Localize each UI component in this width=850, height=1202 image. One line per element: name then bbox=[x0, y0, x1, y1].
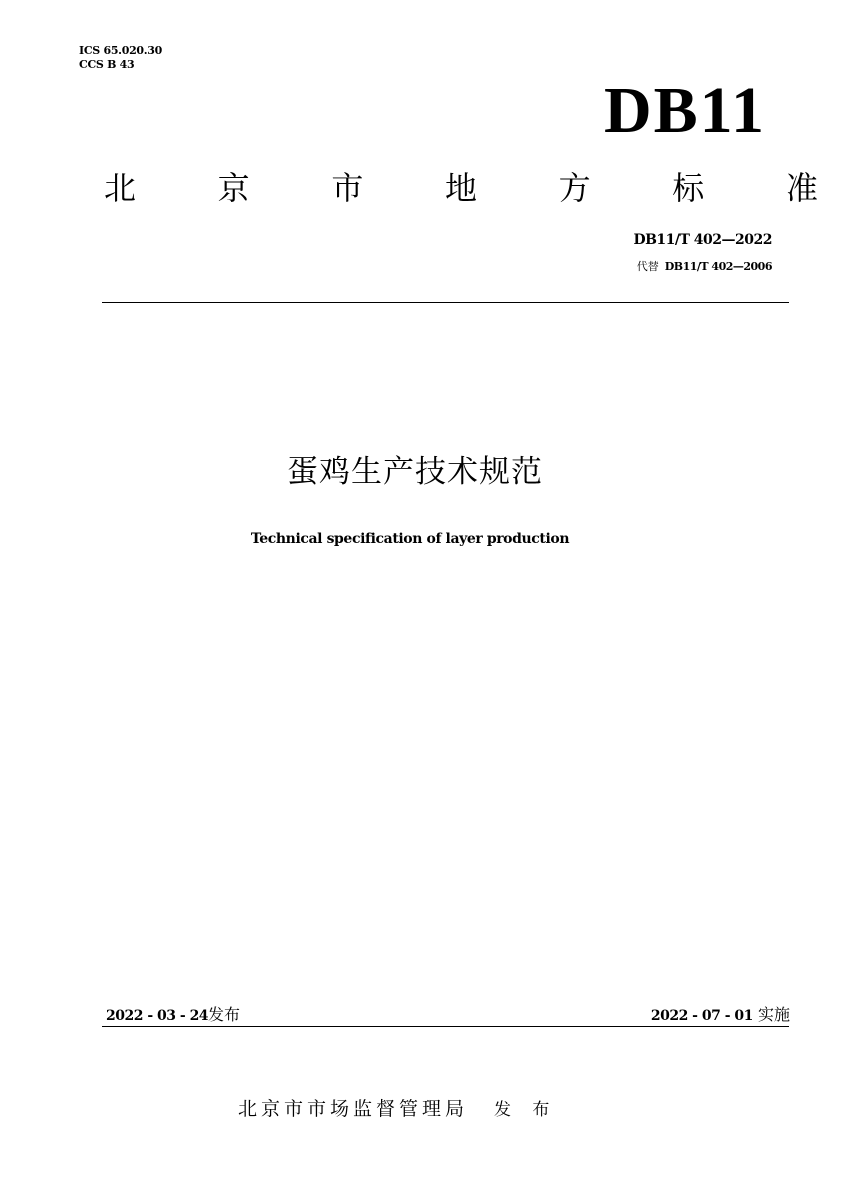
replaced-standard-number: DB11/T 402—2006 bbox=[664, 260, 772, 273]
document-title-chinese: 蛋鸡生产技术规范 bbox=[287, 454, 543, 490]
issuer-name: 北京市市场监督管理局 bbox=[238, 1098, 469, 1120]
footer-divider bbox=[102, 1026, 789, 1027]
standard-type-char: 标 bbox=[672, 169, 705, 207]
implementation-date: 2022 - 07 - 01 bbox=[650, 1008, 753, 1024]
standard-type-char: 地 bbox=[444, 169, 477, 207]
standard-type-title bbox=[104, 168, 818, 208]
document-title-english: Technical specification of layer production bbox=[250, 531, 570, 547]
issue-label: 发布 bbox=[208, 1005, 241, 1024]
standard-type-char: 京 bbox=[217, 169, 250, 207]
ccs-code: CCS B 43 bbox=[79, 58, 135, 71]
replaces-label: 代替 bbox=[636, 260, 659, 273]
standard-type-char: 方 bbox=[558, 169, 591, 207]
standard-type-char: 北 bbox=[104, 169, 137, 207]
implementation-date-line bbox=[651, 1004, 790, 1027]
issue-date: 2022 - 03 - 24 bbox=[106, 1008, 209, 1024]
issuer-line bbox=[238, 1095, 557, 1124]
implementation-label: 实施 bbox=[757, 1005, 790, 1024]
standard-type-char: 市 bbox=[331, 169, 364, 207]
ics-code: ICS 65.020.30 bbox=[79, 44, 163, 57]
db11-logo: DB11 bbox=[603, 74, 766, 147]
standard-type-char: 准 bbox=[785, 169, 818, 207]
header-divider bbox=[102, 302, 789, 303]
issue-date-line bbox=[106, 1004, 240, 1027]
replaces-line bbox=[637, 258, 772, 276]
issuer-action: 发 布 bbox=[494, 1100, 558, 1120]
standard-number: DB11/T 402—2022 bbox=[633, 232, 772, 248]
